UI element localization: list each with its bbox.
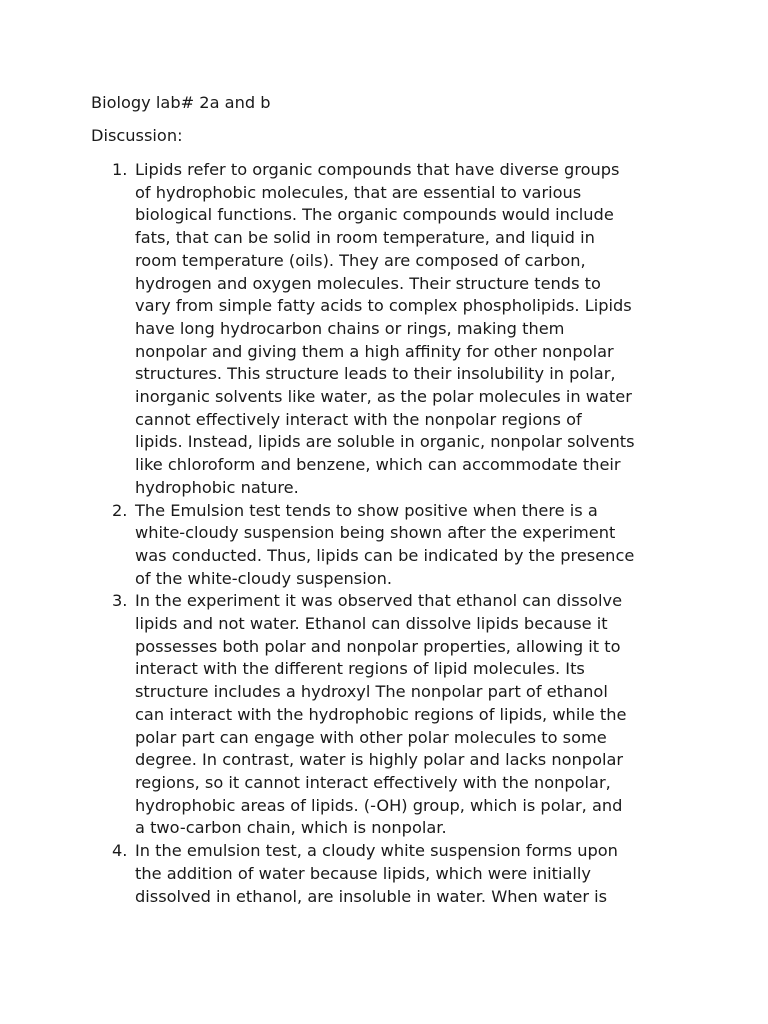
item-text-line: hydrogen and oxygen molecules. Their structure tends to bbox=[135, 273, 601, 293]
item-text-line: biological functions. The organic compounds would include bbox=[135, 205, 614, 225]
item-text-line: nonpolar and giving them a high affinity for other nonpolar bbox=[135, 341, 614, 361]
item-text-line: lipids and not water. Ethanol can dissolve lipids because it bbox=[135, 614, 608, 634]
discussion-heading: Discussion: bbox=[91, 126, 183, 145]
item-text-line: hydrophobic areas of lipids. (-OH) group, which is polar, and bbox=[135, 795, 623, 815]
discussion-item-3 bbox=[112, 590, 712, 840]
item-text-line: was conducted. Thus, lipids can be indicated by the presence bbox=[135, 545, 635, 565]
item-text-line: of hydrophobic molecules, that are essential to various bbox=[135, 182, 582, 202]
item-text-line: cannot effectively interact with the nonpolar regions of bbox=[135, 409, 582, 429]
item-text-line: regions, so it cannot interact effectively with the nonpolar, bbox=[135, 772, 611, 792]
item-text-line: a two-carbon chain, which is nonpolar. bbox=[135, 818, 447, 838]
item-text-line: of the white-cloudy suspension. bbox=[135, 568, 393, 588]
discussion-item-1 bbox=[112, 159, 712, 500]
item-text-line: lipids. Instead, lipids are soluble in organic, nonpolar solvents bbox=[135, 432, 635, 452]
item-text-line: In the emulsion test, a cloudy white suspension forms upon bbox=[135, 841, 618, 861]
item-text-line: possesses both polar and nonpolar properties, allowing it to bbox=[135, 636, 621, 656]
discussion-item-4 bbox=[112, 840, 712, 908]
item-text-line: polar part can engage with other polar molecules to some bbox=[135, 727, 607, 747]
item-text-line: Lipids refer to organic compounds that have diverse groups bbox=[135, 160, 620, 179]
item-text-line: degree. In contrast, water is highly polar and lacks nonpolar bbox=[135, 750, 624, 770]
item-text-line: vary from simple fatty acids to complex phospholipids. Lipids bbox=[135, 296, 632, 316]
item-number: 2. bbox=[112, 500, 128, 520]
item-number: 1. bbox=[112, 160, 128, 179]
discussion-list bbox=[112, 159, 712, 908]
item-text-line: structures. This structure leads to their insolubility in polar, bbox=[135, 364, 616, 384]
item-text-line: dissolved in ethanol, are insoluble in water. When water is bbox=[135, 886, 608, 906]
document-title: Biology lab# 2a and b bbox=[91, 93, 271, 112]
item-text-line: like chloroform and benzene, which can accommodate their bbox=[135, 455, 621, 475]
item-number: 3. bbox=[112, 591, 128, 611]
discussion-item-2 bbox=[112, 500, 712, 591]
item-text-line: hydrophobic nature. bbox=[135, 477, 299, 497]
item-number: 4. bbox=[112, 841, 128, 861]
item-text-line: white-cloudy suspension being shown after the experiment bbox=[135, 523, 616, 543]
item-text-line: the addition of water because lipids, which were initially bbox=[135, 863, 591, 883]
item-text-line: structure includes a hydroxyl The nonpolar part of ethanol bbox=[135, 682, 608, 702]
item-text-line: inorganic solvents like water, as the polar molecules in water bbox=[135, 387, 632, 407]
item-text-line: room temperature (oils). They are composed of carbon, bbox=[135, 250, 586, 270]
item-text-line: can interact with the hydrophobic regions of lipids, while the bbox=[135, 704, 627, 724]
item-text-line: have long hydrocarbon chains or rings, making them bbox=[135, 318, 565, 338]
item-text-line: The Emulsion test tends to show positive when there is a bbox=[135, 500, 598, 520]
item-text-line: interact with the different regions of lipid molecules. Its bbox=[135, 659, 585, 679]
item-text-line: In the experiment it was observed that ethanol can dissolve bbox=[135, 591, 623, 611]
item-text-line: fats, that can be solid in room temperature, and liquid in bbox=[135, 228, 595, 248]
